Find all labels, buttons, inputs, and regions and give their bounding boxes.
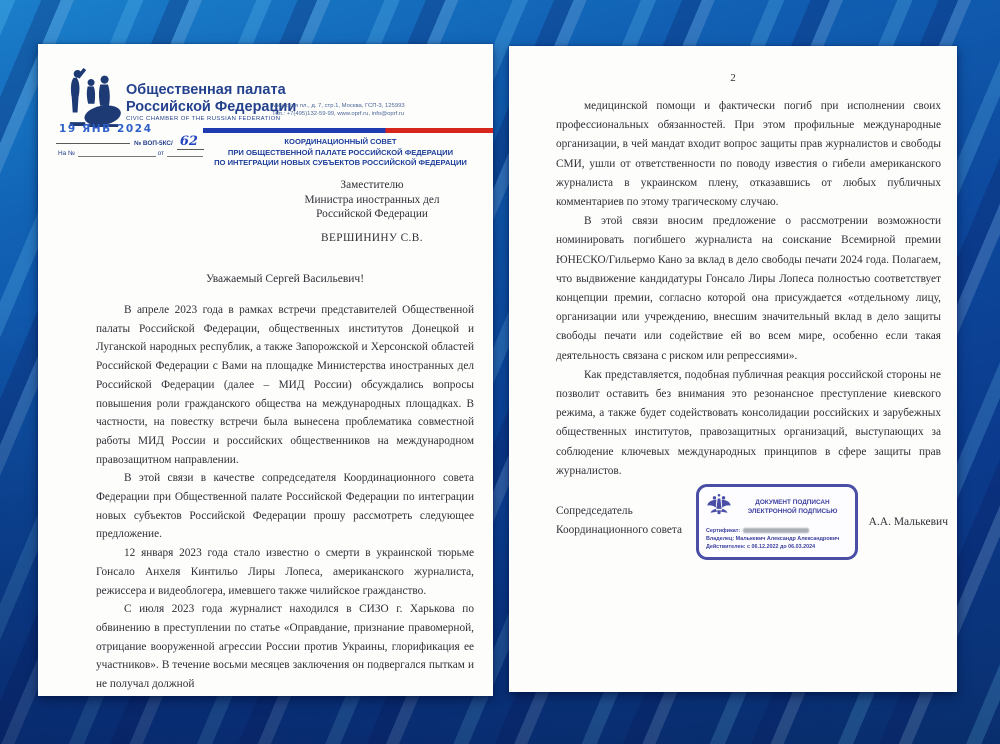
letter-paragraph: Как представляется, подобная публичная реакция российской стороны не позволит оставить без внимания это резонансное преступление киевского режима, а также будет содействовать консолидации российских и зарубежных общественных институтов, правозащитных организаций, выступающих за соблюдение ключевых международных принципов в сфере защиты прав журналистов. [556,368,941,477]
council-heading-line1: КООРДИНАЦИОННЫЙ СОВЕТ [284,137,397,146]
org-address-line2: Тел.: +7(495)132-59-99, www.oprf.ru, info@oprf.ru [272,110,405,117]
civic-chamber-monument-logo-icon [64,66,122,130]
org-name-line2: Российской Федерации [126,98,297,115]
outgoing-number-line [134,132,204,150]
certificate-redacted-value [743,528,809,533]
stamp-validity-row: Действителен: с 06.12.2022 до 06.03.2024 [705,544,816,550]
stamp-certificate-label: Сертификат: [705,528,741,534]
incoming-number-line [58,149,203,157]
letter-page-2 [509,46,957,692]
incoming-date-label: от [157,150,164,157]
council-heading-line2: ПРИ ОБЩЕСТВЕННОЙ ПАЛАТЕ РОССИЙСКОЙ ФЕДЕРАЦИИ [227,147,454,157]
letter-body-page1 [96,301,474,694]
date-stamp-underline [56,143,130,144]
outgoing-number-handwritten: 62 [177,134,204,150]
registration-date-stamp: 19 ЯНВ 2024 [59,123,153,135]
signature-block [556,484,948,560]
page-number: 2 [730,72,736,84]
council-heading-line3: ПО ИНТЕГРАЦИИ НОВЫХ СУБЪЕКТОВ РОССИЙСКОЙ ФЕДЕРАЦИИ [214,158,467,168]
org-name-line1: Общественная палата [126,82,286,98]
letter-paragraph: С июля 2023 года журналист находился в СИЗО г. Харькова по обвинению в преступлении по статье «Оправдание, признание правомерной, отрицание вооруженной агрессии России против Украины, глорификация ее участников». В течение восьми месяцев заключения он подвергался пыткам и не получал должной [96,603,474,691]
outgoing-number-label: № ВОП-5КС/ [134,140,173,147]
letter-page-1 [38,44,493,696]
stamp-fields [706,527,848,551]
letter-paragraph: В апреле 2023 года в рамках встречи представителей Общественной палаты Российской Федерации, общественных институтов Донецкой и Луганской народных республик, а также Запорожской и Херсонской областей Российской Федерации с Вами на площадке Министерства иностранных дел Российской Федерации (далее – МИД России) обсуждались вопросы повышения роли гражданского общества на международных площадках. В частности, на повестку встречи была вынесена проблематика совместной работы МИД России и российских общественников на международном правозащитном направлении. [96,304,474,466]
salutation: Уважаемый Сергей Васильевич! [205,273,365,285]
blue-red-divider-bar [203,128,493,133]
incoming-number-label: На № [58,150,75,157]
signer-position-line1: Сопредседатель [556,505,633,517]
org-address [272,103,405,118]
incoming-date-blank [167,149,203,157]
incoming-number-blank [78,149,156,157]
signer-position [556,502,682,539]
org-name [126,82,296,115]
org-name-english: CIVIC CHAMBER OF THE RUSSIAN FEDERATION [126,116,281,122]
recipient-block [292,178,452,245]
signer-position-line2: Координационного совета [556,523,682,536]
letter-paragraph: В этой связи вносим предложение о рассмотрении возможности номинировать погибшего журналиста на соискание Всемирной премии ЮНЕСКО/Гильермо Кано за вклад в дело свободы печати 2024 года. Полагаем, что выдвижение кандидатуры Гонсало Лиры Лопеса полностью соответствует концепции премии, согласно которой она присуждается «отдельному лицу, организации или учреждению, внесшим значительный вклад в дело защиты свободы печати или содействие ей во всем мире, особенно если такая деятельность связана с риском или репрессиями». [556,215,941,362]
recipient-line3: Российской Федерации [316,208,428,221]
recipient-line1: Заместителю [340,179,404,191]
stamp-title-line1: ДОКУМЕНТ ПОДПИСАН [755,499,830,507]
signer-name: А.А. Малькевич [868,516,948,528]
recipient-name: ВЕРШИНИНУ С.В. [321,231,423,244]
stamp-owner-row: Владелец: Малькевич Александр Александрович [705,536,840,542]
electronic-signature-stamp [696,484,858,560]
council-heading [188,137,493,169]
recipient-line2: Министра иностранных дел [304,193,440,206]
letter-body-page2 [556,97,941,481]
letter-paragraph: В этой связи в качестве сопредседателя Координационного совета Федерации при Общественной палате Российской Федерации по интеграции новых субъектов Российской Федерации прошу рассмотреть следующее предложение. [96,472,474,541]
letter-paragraph: медицинской помощи и фактически погиб при исполнении своих профессиональных обязанностей. При этом профильные международные организации, в чей мандат входит вопрос защиты прав журналистов и свободы СМИ, ушли от ответственности по поводу известия о гибели американского журналиста в украинском плену, отказавшись от любых публичных комментариев по этому трагическому случаю. [556,100,941,209]
stamp-title-line2: ЭЛЕКТРОННОЙ ПОДПИСЬЮ [747,507,838,515]
letter-paragraph: 12 января 2023 года стало известно о смерти в украинской тюрьме Гонсало Анхеля Кинтильо Лиры Лопеса, американского журналиста, режиссера и видеоблогера, имевшего также чилийское гражданство. [96,547,474,597]
stamp-certificate-row [706,527,848,535]
org-address-line1: Миусская пл., д. 7, стр.1, Москва, ГСП-3, 125993 [272,103,405,109]
stamp-title [737,499,848,516]
state-eagle-emblem-icon [706,492,732,523]
